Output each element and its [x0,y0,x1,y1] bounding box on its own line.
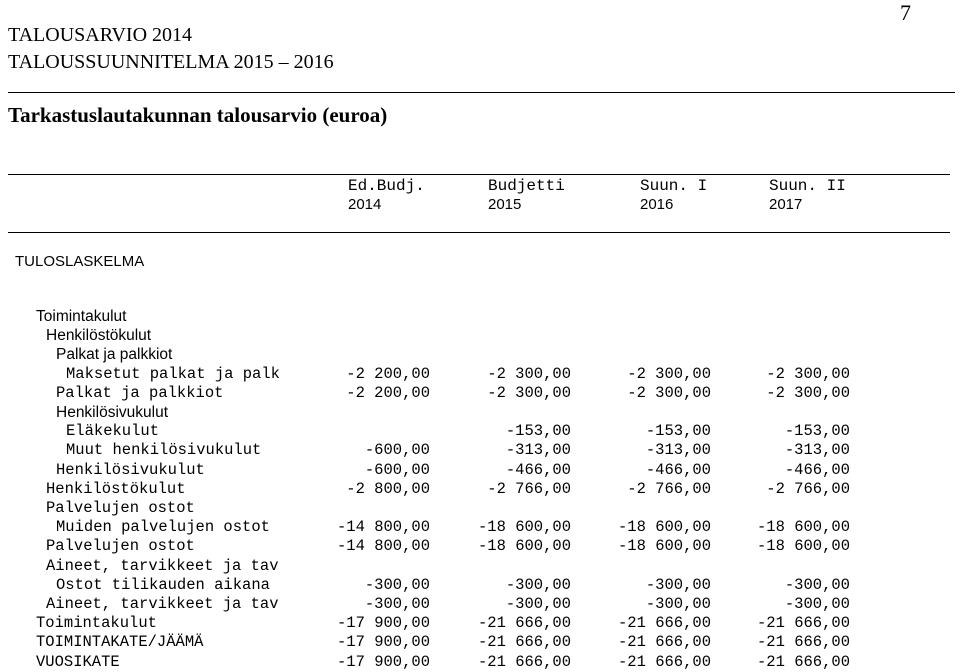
row-value: -21 666,00 [617,633,711,651]
row-value: -153,00 [784,422,850,440]
table-row [0,461,960,480]
row-value: -21 666,00 [477,633,571,651]
row-value: -466,00 [645,461,711,479]
table-row [0,345,960,364]
table-row [0,576,960,595]
table-row [0,480,960,499]
row-value: -2 300,00 [627,384,711,402]
row-label: Eläkekulut [66,422,160,440]
row-value: -313,00 [645,441,711,459]
row-value: -18 600,00 [756,518,850,536]
row-value: -17 900,00 [336,633,430,651]
column-header-budjetti: Budjetti [488,177,565,195]
row-label: Aineet, tarvikkeet ja tav [46,595,279,613]
row-value: -17 900,00 [336,614,430,632]
row-value: -21 666,00 [477,614,571,632]
row-label: Henkilösivukulut [56,404,168,421]
row-label: TOIMINTAKATE/JÄÄMÄ [36,633,204,651]
row-value: -18 600,00 [477,537,571,555]
row-value: -313,00 [784,441,850,459]
row-value: -313,00 [505,441,571,459]
row-value: -2 766,00 [487,480,571,498]
table-row [0,633,960,652]
row-value: -300,00 [645,576,711,594]
row-label: Henkilöstökulut [46,327,152,344]
row-value: -2 200,00 [346,384,430,402]
column-header-ed-budj: Ed.Budj. [348,177,425,195]
row-label: Aineet, tarvikkeet ja tav [46,557,279,575]
table-row [0,422,960,441]
row-value: -153,00 [645,422,711,440]
row-value: -300,00 [505,595,571,613]
row-value: -21 666,00 [756,633,850,651]
row-value: -21 666,00 [617,653,711,671]
table-row [0,614,960,633]
row-value: -21 666,00 [756,653,850,671]
row-label: Henkilösivukulut [56,461,205,479]
section-title: TULOSLASKELMA [15,253,145,270]
column-header-suun-2: Suun. II [769,177,846,195]
column-year-2017: 2017 [769,196,803,213]
page-title: Tarkastuslautakunnan talousarvio (euroa) [8,103,388,127]
row-value: -2 766,00 [627,480,711,498]
row-value: -21 666,00 [617,614,711,632]
row-value: -300,00 [364,595,430,613]
row-value: -18 600,00 [617,518,711,536]
table-row [0,307,960,326]
row-value: -2 200,00 [346,365,430,383]
row-value: -2 300,00 [487,365,571,383]
row-label: Henkilöstökulut [46,480,186,498]
table-row [0,365,960,384]
row-value: -600,00 [364,461,430,479]
table-header-rule-top [8,174,950,175]
row-value: -153,00 [505,422,571,440]
table-row [0,557,960,576]
row-value: -18 600,00 [477,518,571,536]
document-title: TALOUSARVIO 2014 [8,24,193,46]
row-label: Muut henkilösivukulut [66,441,262,459]
row-label: Muiden palvelujen ostot [56,518,270,536]
row-label: Toimintakulut [36,614,157,632]
row-label: Palvelujen ostot [46,499,195,517]
row-value: -14 800,00 [336,518,430,536]
table-row [0,403,960,422]
row-label: Palkat ja palkkiot [56,384,224,402]
row-value: -300,00 [505,576,571,594]
table-row [0,326,960,345]
row-value: -18 600,00 [617,537,711,555]
row-value: -300,00 [364,576,430,594]
row-value: -2 300,00 [766,384,850,402]
table-row [0,537,960,556]
table-row [0,441,960,460]
row-value: -300,00 [645,595,711,613]
table-header-rule-bottom [8,232,950,233]
row-label: VUOSIKATE [36,653,120,671]
row-value: -21 666,00 [477,653,571,671]
row-value: -2 300,00 [766,365,850,383]
row-label: Maksetut palkat ja palk [66,365,280,383]
row-value: -21 666,00 [756,614,850,632]
row-value: -600,00 [364,441,430,459]
table-row [0,499,960,518]
table-row [0,384,960,403]
table-row [0,518,960,537]
row-label: Toimintakulut [36,308,127,325]
row-value: -18 600,00 [756,537,850,555]
row-value: -466,00 [784,461,850,479]
row-value: -2 300,00 [627,365,711,383]
column-year-2015: 2015 [488,196,522,213]
document-subtitle: TALOUSSUUNNITELMA 2015 – 2016 [8,51,334,73]
row-value: -300,00 [784,595,850,613]
column-header-suun-1: Suun. I [640,177,708,195]
row-value: -2 300,00 [487,384,571,402]
table-row [0,653,960,672]
row-value: -466,00 [505,461,571,479]
header-rule [8,92,955,93]
column-year-2014: 2014 [348,196,382,213]
column-year-2016: 2016 [640,196,674,213]
row-label: Palkat ja palkkiot [56,346,173,363]
table-row [0,595,960,614]
row-value: -2 766,00 [766,480,850,498]
row-value: -17 900,00 [336,653,430,671]
row-value: -2 800,00 [346,480,430,498]
row-label: Palvelujen ostot [46,537,195,555]
row-value: -14 800,00 [336,537,430,555]
page-number: 7 [900,0,911,25]
row-value: -300,00 [784,576,850,594]
row-label: Ostot tilikauden aikana [56,576,270,594]
